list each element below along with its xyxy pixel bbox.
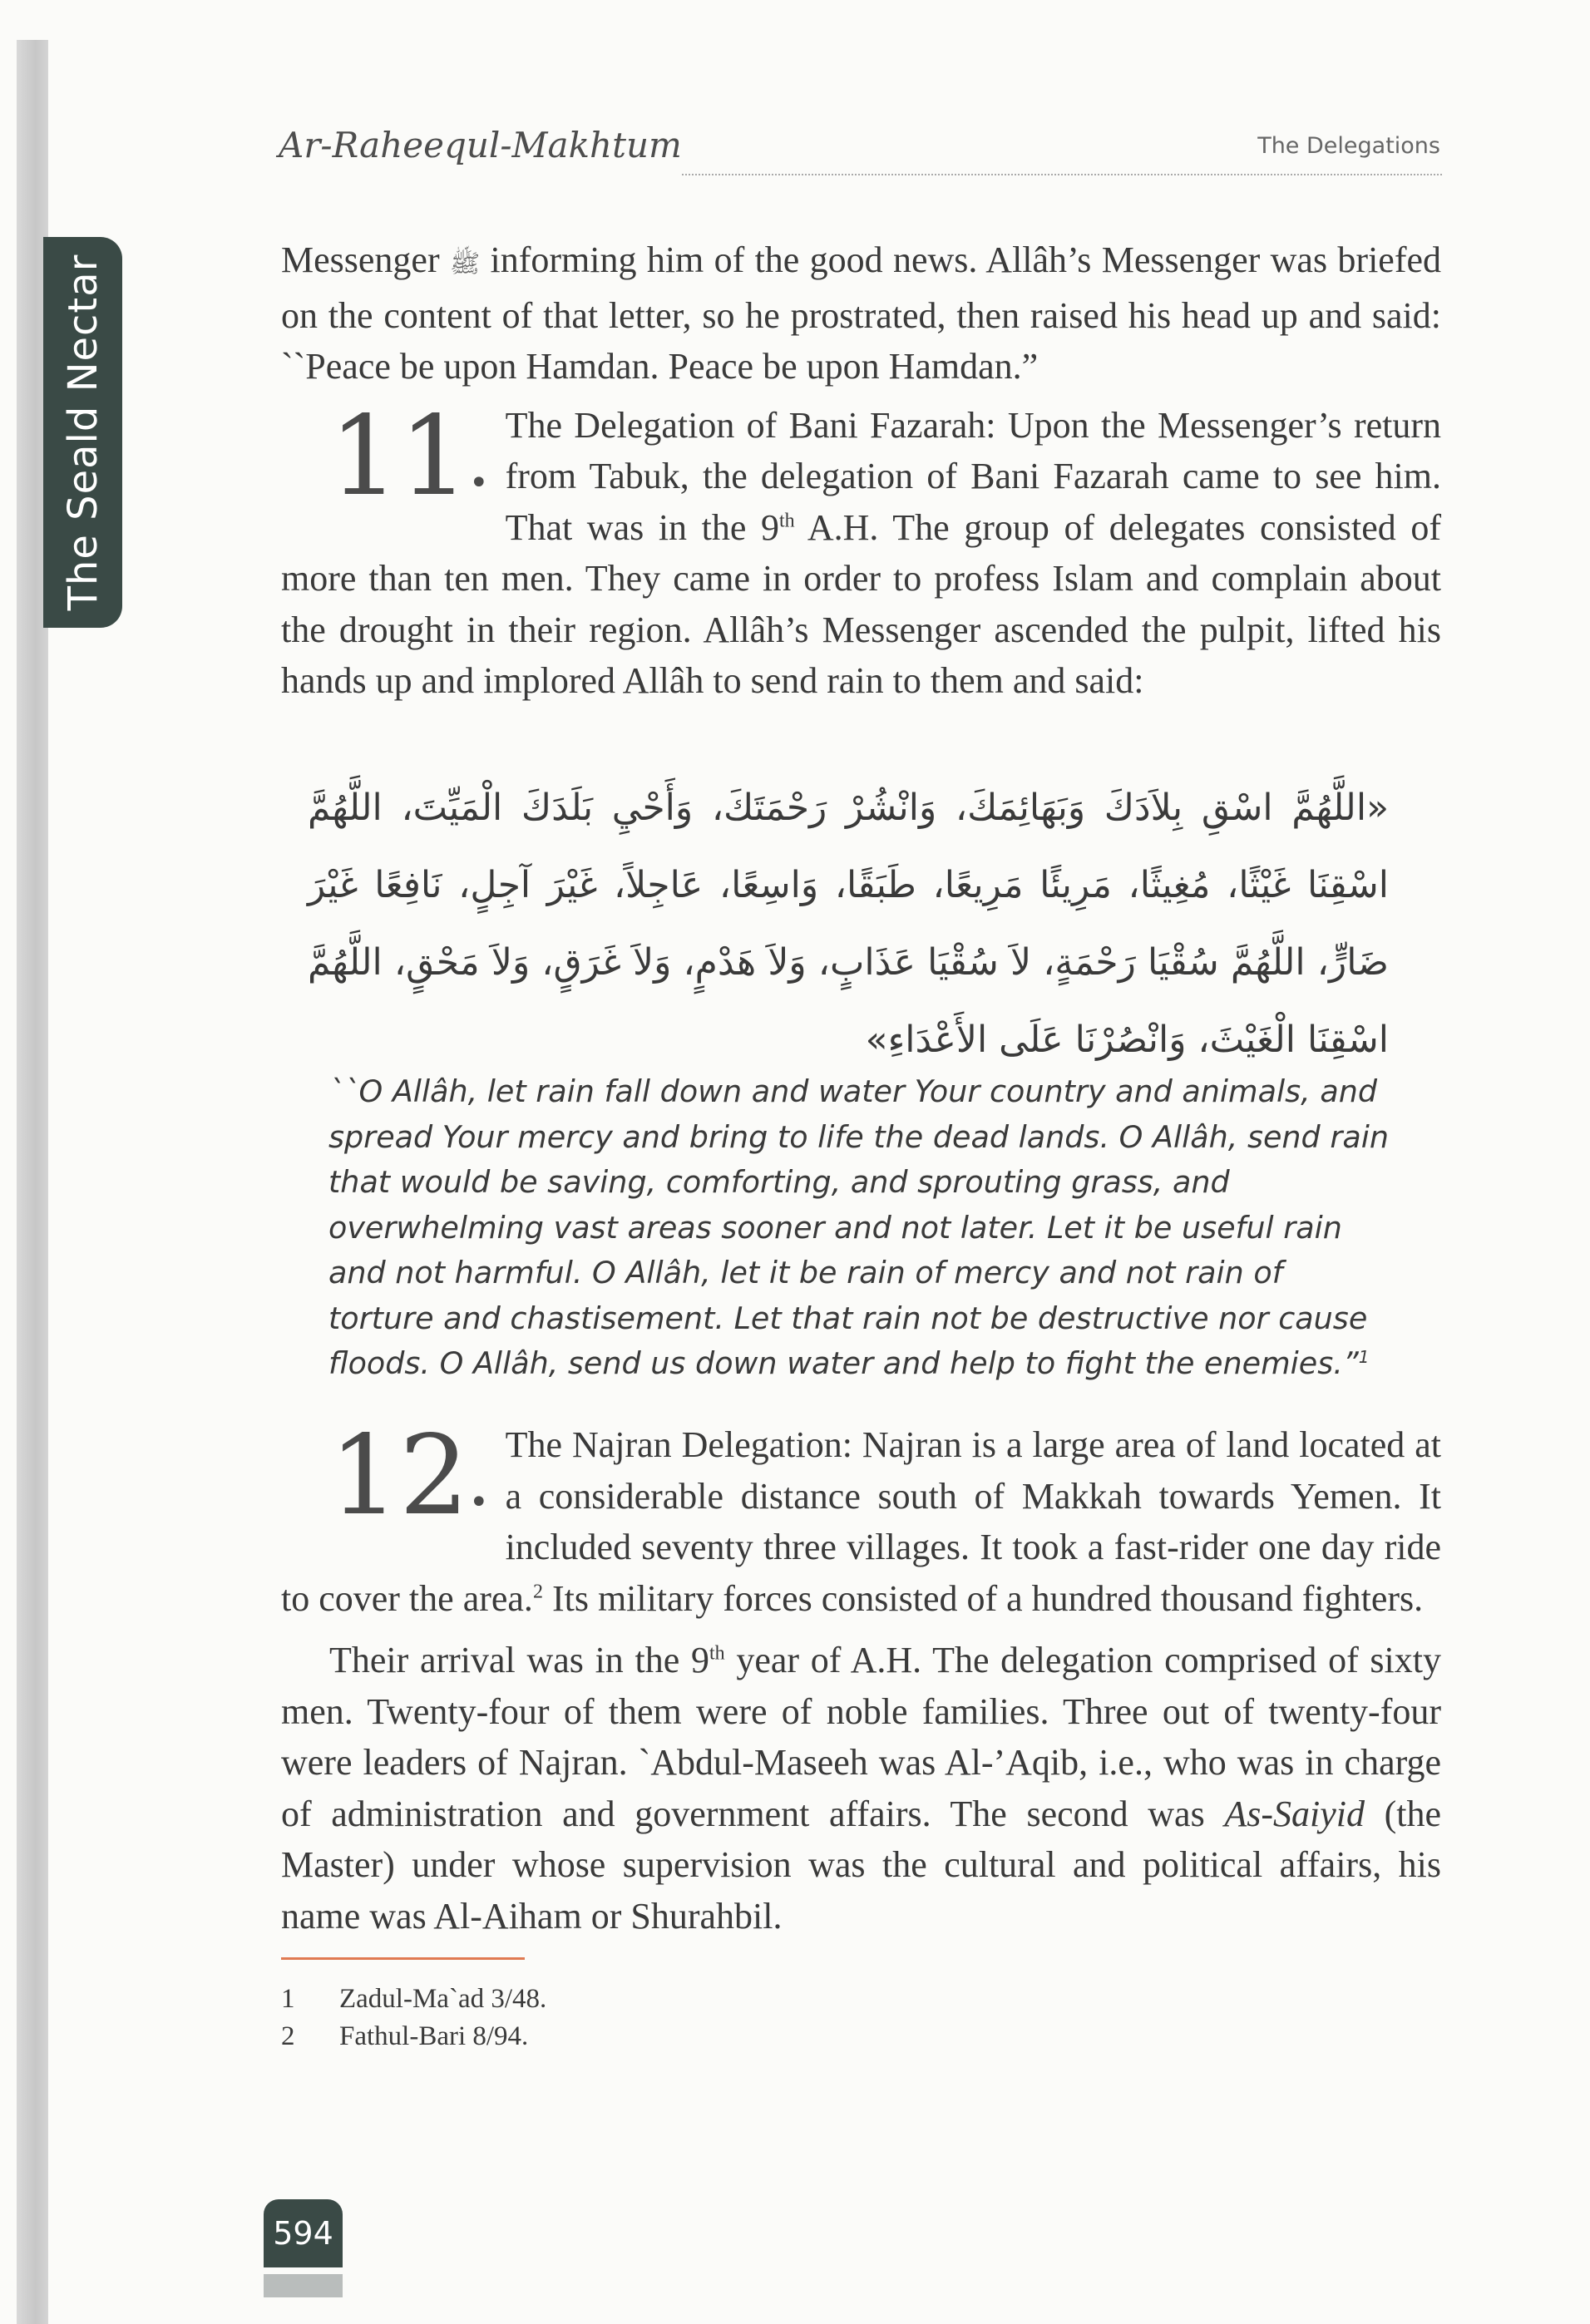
arabic-supplication: «اللَّهُمَّ اسْقِ بِلاَدَكَ وَبَهَائِمَكَ، وَانْشُرْ رَحْمَتَكَ، وَأَحْيِ بَلَدَكَ الْمَيِّتَ، اللَّهُمَّ اسْقِنَا غَيْثًا، مُغِيثًا، مَرِيئًا مَرِيعًا، طَبَقًا، وَاسِعًا، عَاجِلاً، غَيْرَ آجِلٍ، نَافِعًا غَيْرَ ضَارٍّ، اللَّهُمَّ سُقْيَا رَحْمَةٍ، لاَ سُقْيَا عَذَابٍ، وَلاَ هَدْمٍ، وَلاَ غَرَقٍ، وَلاَ مَحْقٍ، اللَّهُمَّ اسْقِنَا الْغَيْثَ، وَانْصُرْنَا عَلَى الأَعْدَاءِ»: [308, 787, 1389, 1061]
section-12-number: 12•: [329, 1412, 489, 1540]
footnote-item: 1 Zadul-Ma`ad 3/48.: [281, 1984, 547, 2014]
footnote-item: 2 Fathul-Bari 8/94.: [281, 2021, 529, 2051]
section-12-paragraph: 12• The Najran Delegation: Najran is a large area of land located at a considerable distance south of Makkah towards Yemen. It included seventy three villages. It took a fast-rider one day ride to cover the area.$^2$ Its military forces consisted of a hundred thousand fighters.: [281, 1412, 1441, 1619]
main-text-bottom: [281, 1412, 1442, 1942]
page-number-bar: [264, 2274, 343, 2297]
header-rule: [682, 174, 1442, 175]
side-tab-label: The Seald Nectar: [60, 254, 106, 611]
salutation-icon: ﷺ: [449, 249, 481, 279]
section-11-paragraph: 11• The Delegation of Bani Fazarah: Upon the Messenger’s return from Tabuk, the delegation of Bani Fazarah came to see him. That was in the 9th A.H. The group of delegates consisted of more than ten men. They came in order to profess Islam and complain about the drought in their region. Allâh’s Messenger ascended the pulpit, lifted his hands up and implored Allâh to send rain to them and said:: [281, 392, 1441, 701]
intro-paragraph: Messenger ﷺ informing him of the good news. Allâh’s Messenger was briefed on the content of that letter, so he prostrated, then raised his head up and said: ``Peace be upon Hamdan. Peace be upon Hamdan.”: [281, 239, 1442, 387]
running-title: Ar-Raheequl-Makhtum: [279, 125, 682, 165]
footnote-ref-1[interactable]: 1: [1358, 1346, 1370, 1367]
footnote-ref-2[interactable]: 2: [532, 1580, 543, 1602]
footnotes: [281, 1981, 546, 2055]
section-title: The Delegations: [1257, 133, 1440, 159]
footnote-rule: [281, 1957, 525, 1960]
arrival-paragraph: Their arrival was in the 9th year of A.H. The delegation comprised of sixty men. Twenty-four of them were of noble families. Three out of twenty-four were leaders of Najran. `Abdul-Maseeh was Al-’Aqib, i.e., who was in charge of administration and government affairs. The second was As-Saiyid (the Master) under whose supervision was the cultural and political affairs, his name was Al-Aiham or Shurahbil.: [281, 1640, 1442, 1937]
section-11-number: 11•: [329, 392, 489, 521]
page-number: 594: [264, 2199, 343, 2267]
supplication-translation: ``O Allâh, let rain fall down and water Your country and animals, and spread Your mercy and bring to life the dead lands. O Allâh, send rain that would be saving, comforting, and sprouting grass, and overwhelming vast areas sooner and not later. Let it be useful rain and not harmful. O Allâh, let it be rain of mercy and not rain of torture and chastisement. Let that rain not be destructive nor cause floods. O Allâh, send us down water and help to fight the enemies.”$^1$: [328, 1073, 1389, 1381]
main-text-top: [281, 234, 1441, 707]
